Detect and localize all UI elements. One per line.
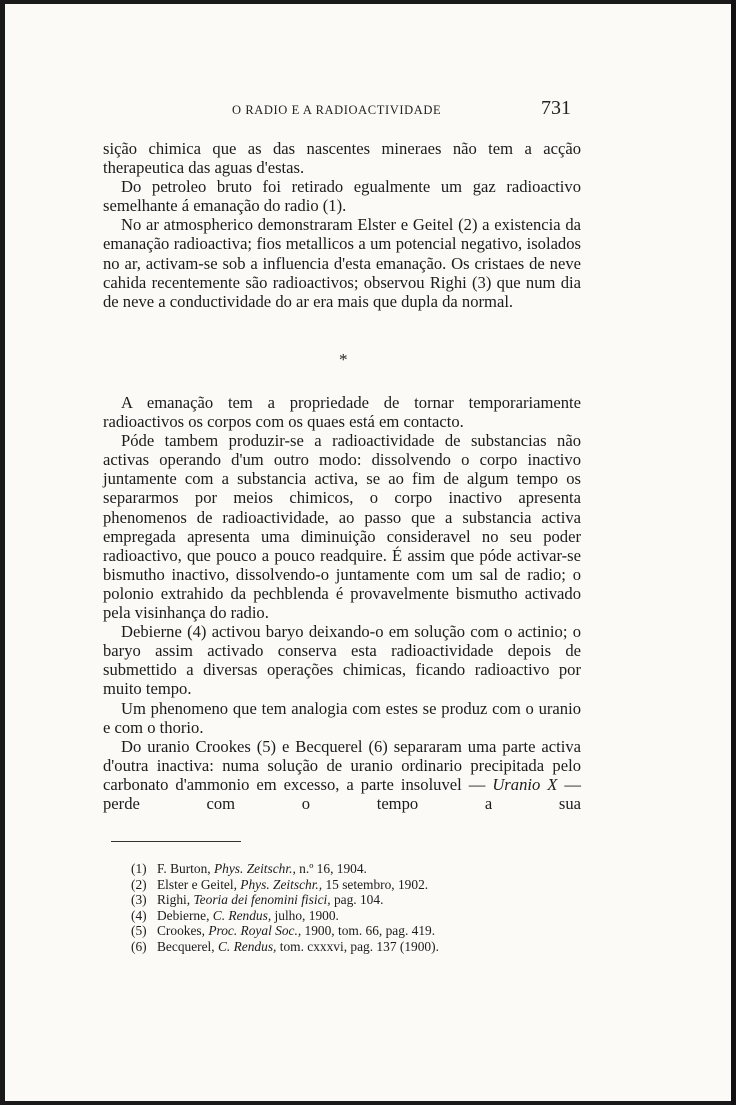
- page-number: 731: [541, 97, 571, 119]
- footnote-title: C. Rendus,: [212, 907, 272, 923]
- footnote-number: (6): [131, 938, 147, 954]
- footnote: [131, 923, 551, 939]
- paragraph-continued: sição chimica que as das nascentes mineraes não tem a acção therapeutica das aguas d'estas.: [103, 139, 581, 178]
- paragraph-uranio: [103, 737, 581, 813]
- footnote-rest: tom. cxxxvi, pag. 137 (1900).: [276, 938, 439, 954]
- footnote-rest: pag. 104.: [330, 892, 384, 908]
- footnote-rest: 1900, tom. 66, pag. 419.: [301, 923, 436, 939]
- paragraph-uranio-start: Do uranio Crookes (5) e Becquerel (6) separaram uma parte activa d'outra inactiva: numa solução de uranio ordinario precipitada pelo carbonato d'ammonio em excesso, a parte insoluvel —: [103, 736, 581, 794]
- paragraph-debierne: Debierne (4) activou baryo deixando-o em solução com o actinio; o baryo assim activado conserva esta radioactividade depois de submettido a diversas operações chimicas, ficando radioactivo por muito tempo.: [103, 622, 581, 699]
- section-separator: *: [339, 350, 348, 369]
- footnote: [131, 939, 551, 955]
- footnote-number: (3): [131, 892, 147, 908]
- book-page: [5, 4, 731, 1101]
- footnote-author: F. Burton,: [157, 861, 214, 876]
- paragraph-phenomeno: Um phenomeno que tem analogia com estes se produz com o uranio e com o thorio.: [103, 698, 581, 737]
- footnote-number: (1): [131, 861, 147, 876]
- footnotes: [131, 861, 551, 955]
- page-header: [5, 97, 731, 125]
- footnote-number: (5): [131, 923, 147, 939]
- footnote-rest: n.º 16, 1904.: [295, 861, 367, 876]
- footnote-title: Teoria dei fenomini fisici,: [193, 892, 331, 908]
- footnote-rest: julho, 1900.: [271, 907, 339, 923]
- footnote: [131, 892, 551, 908]
- footnote-author: Righi,: [157, 892, 194, 908]
- footnote-title: Proc. Royal Soc.,: [208, 923, 302, 939]
- paragraph-substancias: Póde tambem produzir-se a radioactividade de substancias não activas operando d'um outro modo: dissolvendo o corpo inactivo juntamente com a substancia activa, se ao fim de algum tempo os separarmos por meios chimicos, o corpo inactivo apresenta phenomenos de radioactividade, ao passo que a substancia activa empregada apresenta uma diminuição consideravel no seu poder radioactivo, que pouco a pouco readquire. É assim que póde activar-se bismutho inactivo, dissolvendo-o juntamente com um sal de radio; o polonio extrahido da pechblenda é provavelmente bismutho activado pela visinhança do radio.: [103, 431, 581, 623]
- text-block-main: [103, 393, 581, 813]
- paragraph-petroleo: Do petroleo bruto foi retirado egualmente um gaz radioactivo semelhante á emanação do radio (1).: [103, 177, 581, 216]
- running-title: O RADIO E A RADIOACTIVIDADE: [232, 103, 442, 117]
- footnote-rest: 15 setembro, 1902.: [322, 876, 429, 892]
- footnote-title: Phys. Zeitschr.,: [240, 876, 323, 892]
- footnote-author: Debierne,: [157, 907, 213, 923]
- footnote-number: (4): [131, 907, 147, 923]
- paragraph-uranio-end: — perde com o tempo a sua: [103, 774, 581, 813]
- uranio-x-term: Uranio X: [492, 774, 558, 794]
- footnote-number: (2): [131, 876, 147, 892]
- footnote-rule: [111, 841, 241, 842]
- footnote-title: C. Rendus,: [217, 938, 277, 954]
- paragraph-atmospherico: No ar atmospherico demonstraram Elster e Geitel (2) a existencia da emanação radioactiva; fios metallicos a um potencial negativo, isolados no ar, activam-se sob a influencia d'esta emanação. Os cristaes de neve cahida recentemente são radioactivos; observou Righi (3) que num dia de neve a conductividade do ar era mais que dupla da normal.: [103, 215, 581, 311]
- footnote-author: Becquerel,: [157, 938, 218, 954]
- footnote-author: Crookes,: [157, 923, 209, 939]
- footnote-author: Elster e Geitel,: [157, 876, 241, 892]
- paragraph-emanacao: A emanação tem a propriedade de tornar temporariamente radioactivos os corpos com os quaes está em contacto.: [103, 393, 581, 432]
- scan-border: [731, 0, 736, 1105]
- footnote: [131, 908, 551, 924]
- footnote: [131, 861, 551, 877]
- footnote-title: Phys. Zeitschr.,: [213, 861, 296, 876]
- text-block-top: [103, 139, 581, 311]
- footnote: [131, 877, 551, 893]
